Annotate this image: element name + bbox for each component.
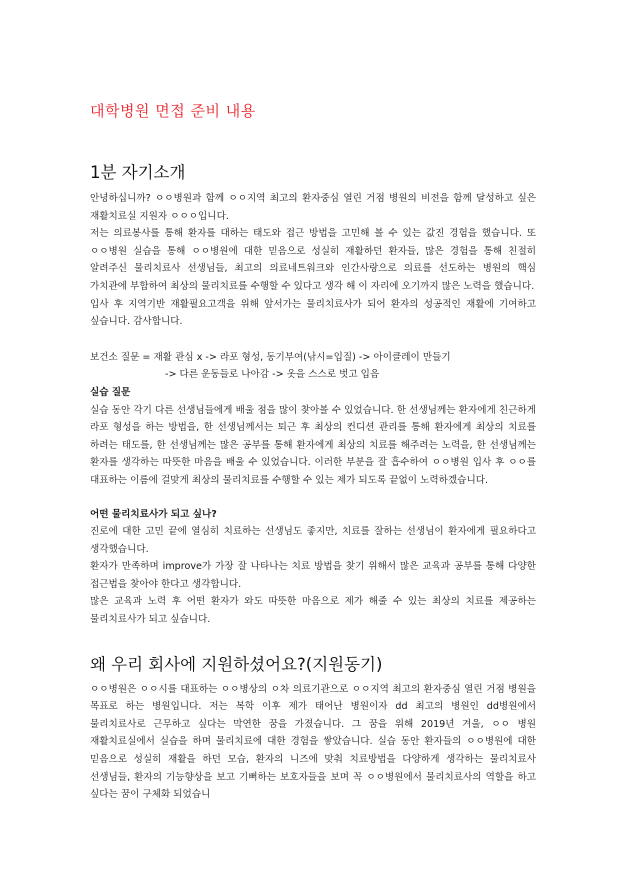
health-center-question-line-2: -> 다른 운동들로 나아감 -> 옷을 스스로 벗고 입음 — [165, 369, 380, 381]
spacer — [90, 490, 536, 506]
self-introduction-heading: 1분 자기소개 — [90, 163, 186, 182]
self-introduction-paragraph-1: 안녕하십니까? ㅇㅇ병원과 함께 ㅇㅇ지역 최고의 환자중심 열린 거점 병원의 비전을 함께 달성하고 싶은 재활치료실 지원자 ㅇㅇㅇ입니다. — [90, 193, 536, 222]
practice-question-paragraph: 실습 동안 각기 다른 선생님들에게 배울 점을 많이 찾아볼 수 있었습니다. 한 선생님께는 환자에게 친근하게 라포 형성을 하는 방법을, 한 선생님께서는 퇴근 후 최상의 컨디션 관리를 통해 환자에게 최상의 치료를 하려는 태도를, 한 선생님께는 많은 공부를 통해 환자에게 최상의 치료를 해주려는 노력을, 한 선생님께는 환자를 생각하는 따뜻한 마음을 배울 수 있었습니다. 이러한 부분을 잘 흡수하여 ㅇㅇ병원 입사 후 ㅇㅇ를 대표하는 이름에 걸맞게 최상의 물리치료를 수행할 수 있는 제가 되도록 끝없이 노력하겠습니다. — [90, 404, 536, 486]
self-introduction-paragraph-2: 저는 의료봉사를 통해 환자를 대하는 태도와 접근 방법을 고민해 볼 수 있는 값진 경험을 했습니다. 또 ㅇㅇ병원 실습을 통해 ㅇㅇ병원에 대한 믿음으로 성실히 재활하던 환자들, 많은 경험을 통해 친절히 알려주신 물리치료사 선생님들, 최고의 의료네트워크와 인간사랑으로 의료를 선도하는 병원의 핵심 가치관에 부합하여 최상의 물리치료를 수행할 수 있다고 생각 해 이 자리에 오기까지 많은 노력을 했습니다. — [90, 228, 536, 292]
motivation-heading: 왜 우리 회사에 지원하셨어요?(지원동기) — [90, 654, 383, 674]
motivation-paragraph: ㅇㅇ병원은 ㅇㅇ시를 대표하는 ㅇㅇ병상의 ㅇ차 의료기관으로 ㅇㅇ지역 최고의 환자중심 열린 거점 병원을 목표로 하는 병원입니다. 저는 복학 이후 제가 태어난 병원이자 dd 최고의 병원인 dd병원에서 물리치료사로 근무하고 싶다는 막연한 꿈을 가졌습니다. 그 꿈을 위해 2019년 겨울, ㅇㅇ 병원 재활치료실에서 실습을 하며 물리치료에 대한 경험을 쌓았습니다. 실습 동안 환자들의 ㅇㅇ병원에 대한 믿음으로 성실히 재활을 하던 모습, 환자의 니즈에 맞춰 치료방법을 다양하게 생각하는 물리치료사 선생님들, 환자의 기능향상을 보고 기뻐하는 보호자들을 보며 꼭 ㅇㅇ병원에서 물리치료사의 역할을 하고 싶다는 꿈이 구체화 되었습니 — [90, 683, 536, 801]
therapist-question-heading: 어떤 물리치료사가 되고 싶나? — [90, 508, 217, 520]
health-center-question-line-1: 보건소 질문 = 재활 관심 x -> 라포 형성, 동기부여(낚시=입질) -> 아이클레이 만들기 — [90, 351, 451, 363]
therapist-paragraph-3: 많은 교육과 노력 후 어떤 환자가 와도 따뜻한 마음으로 제가 해줄 수 있는 최상의 치료를 제공하는 물리치료사가 되고 싶습니다. — [90, 596, 536, 626]
practice-question-heading: 실습 질문 — [90, 386, 131, 398]
self-introduction-paragraph-3: 입사 후 지역기반 재활필요고객을 위해 앞서가는 물리치료사가 되어 환자의 성공적인 재활에 기여하고 싶습니다. 감사합니다. — [90, 298, 536, 328]
document-title: 대학병원 면접 준비 내용 — [90, 102, 256, 120]
therapist-paragraph-2: 환자가 만족하며 improve가 가장 잘 나타나는 치료 방법을 찾기 위해서 많은 교육과 공부를 통해 다양한 접근법을 찾아야 한다고 생각합니다. — [90, 561, 536, 590]
spacer — [90, 331, 536, 349]
therapist-paragraph-1: 진로에 대한 고민 끝에 열심히 치료하는 선생님도 좋지만, 치료를 잘하는 선생님이 환자에게 필요하다고 생각했습니다. — [90, 526, 536, 555]
